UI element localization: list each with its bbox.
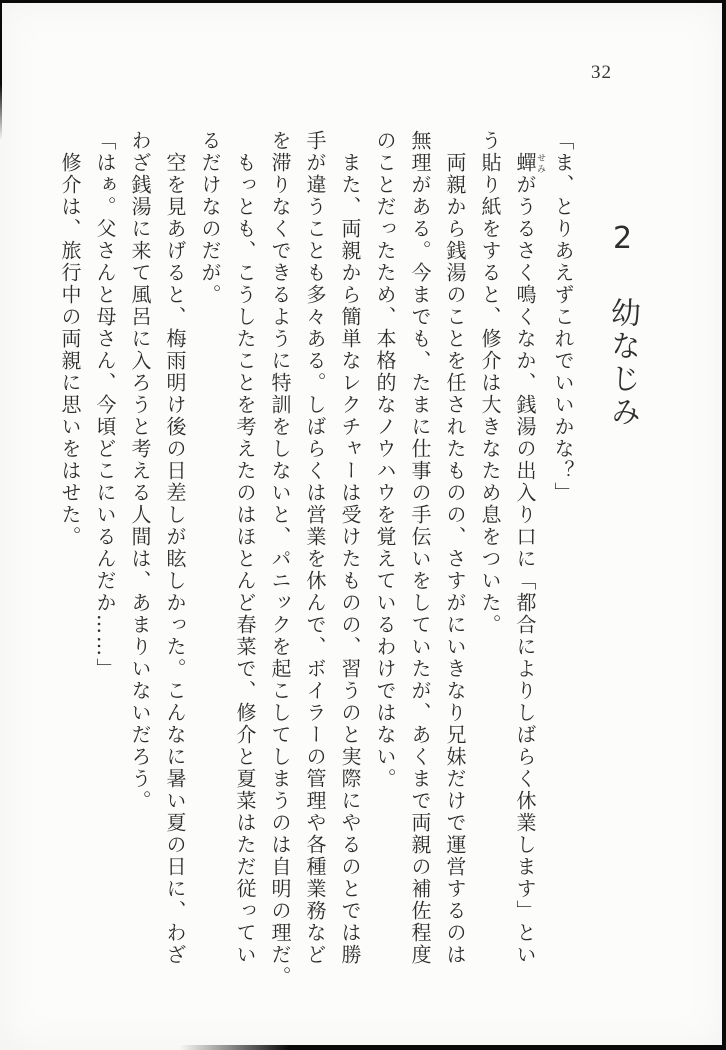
ruby-annotated-word: 蟬せみ [513,152,545,174]
scan-edge-right [722,0,726,1050]
text-segment: 両親から銭湯のことを任されたものの、さすがにいきなり兄妹だけで運営するのは [443,130,467,966]
text-segment: もっとも、こうしたことを考えたのはほとんど春菜で、修介と夏菜はただ従ってい [233,130,257,966]
text-line [507,130,545,966]
body-text [54,130,580,988]
text-line [402,130,437,966]
text-segment: 空を見あげると、梅雨明け後の日差しが眩しかった。こんなに暑い夏の日に、わざ [163,130,187,966]
scan-edge-top [0,0,726,3]
text-segment: るだけなのだが。 [198,130,222,306]
text-line [297,130,332,966]
scan-edge-left [0,0,2,140]
text-line [367,130,402,966]
text-segment: う貼り紙をすると、修介は大きなため息をついた。 [478,130,502,636]
text-segment: 手が違うことも多々ある。しばらくは営業を休んで、ボイラーの管理や各種業務など [303,130,327,966]
text-line [437,130,472,966]
text-segment: わざ銭湯に来て風呂に入ろうと考える人間は、あまりいないだろう。 [128,130,152,812]
chapter-heading: 2 幼なじみ [605,221,640,429]
text-line [122,130,157,966]
text-segment: がうるさく鳴くなか、銭湯の出入り口に「都合によりしばらく休業します」とい [513,174,537,966]
text-segment [513,130,537,152]
text-segment: 無理がある。今までも、たまに仕事の手伝いをしていたが、あくまで両親の補佐程度 [408,130,432,966]
furigana: せみ [535,152,545,174]
text-line [262,130,297,988]
text-line [87,130,122,966]
text-segment: 修介は、旅行中の両親に思いをはせた。 [58,130,82,548]
scan-edge-bottom [180,1045,726,1050]
text-line [157,130,192,966]
text-line [52,130,87,966]
page-number: 32 [591,62,612,83]
text-segment: を滞りなくできるように特訓をしないと、パニックを起こしてしまうのは自明の理だ。 [268,130,292,988]
text-segment: また、両親から簡単なレクチャーは受けたものの、習うのと実際にやるのとでは勝 [338,130,362,966]
text-line [227,130,262,966]
text-line [545,130,580,966]
text-line [332,130,367,966]
text-line [192,130,227,966]
text-segment: 「はぁ。父さんと母さん、今頃どこにいるんだか……」 [93,130,117,680]
text-segment: 「ま、とりあえずこれでいいかな？」 [551,130,575,504]
text-segment: のことだったため、本格的なノウハウを覚えているわけではない。 [373,130,397,790]
text-line [472,130,507,966]
